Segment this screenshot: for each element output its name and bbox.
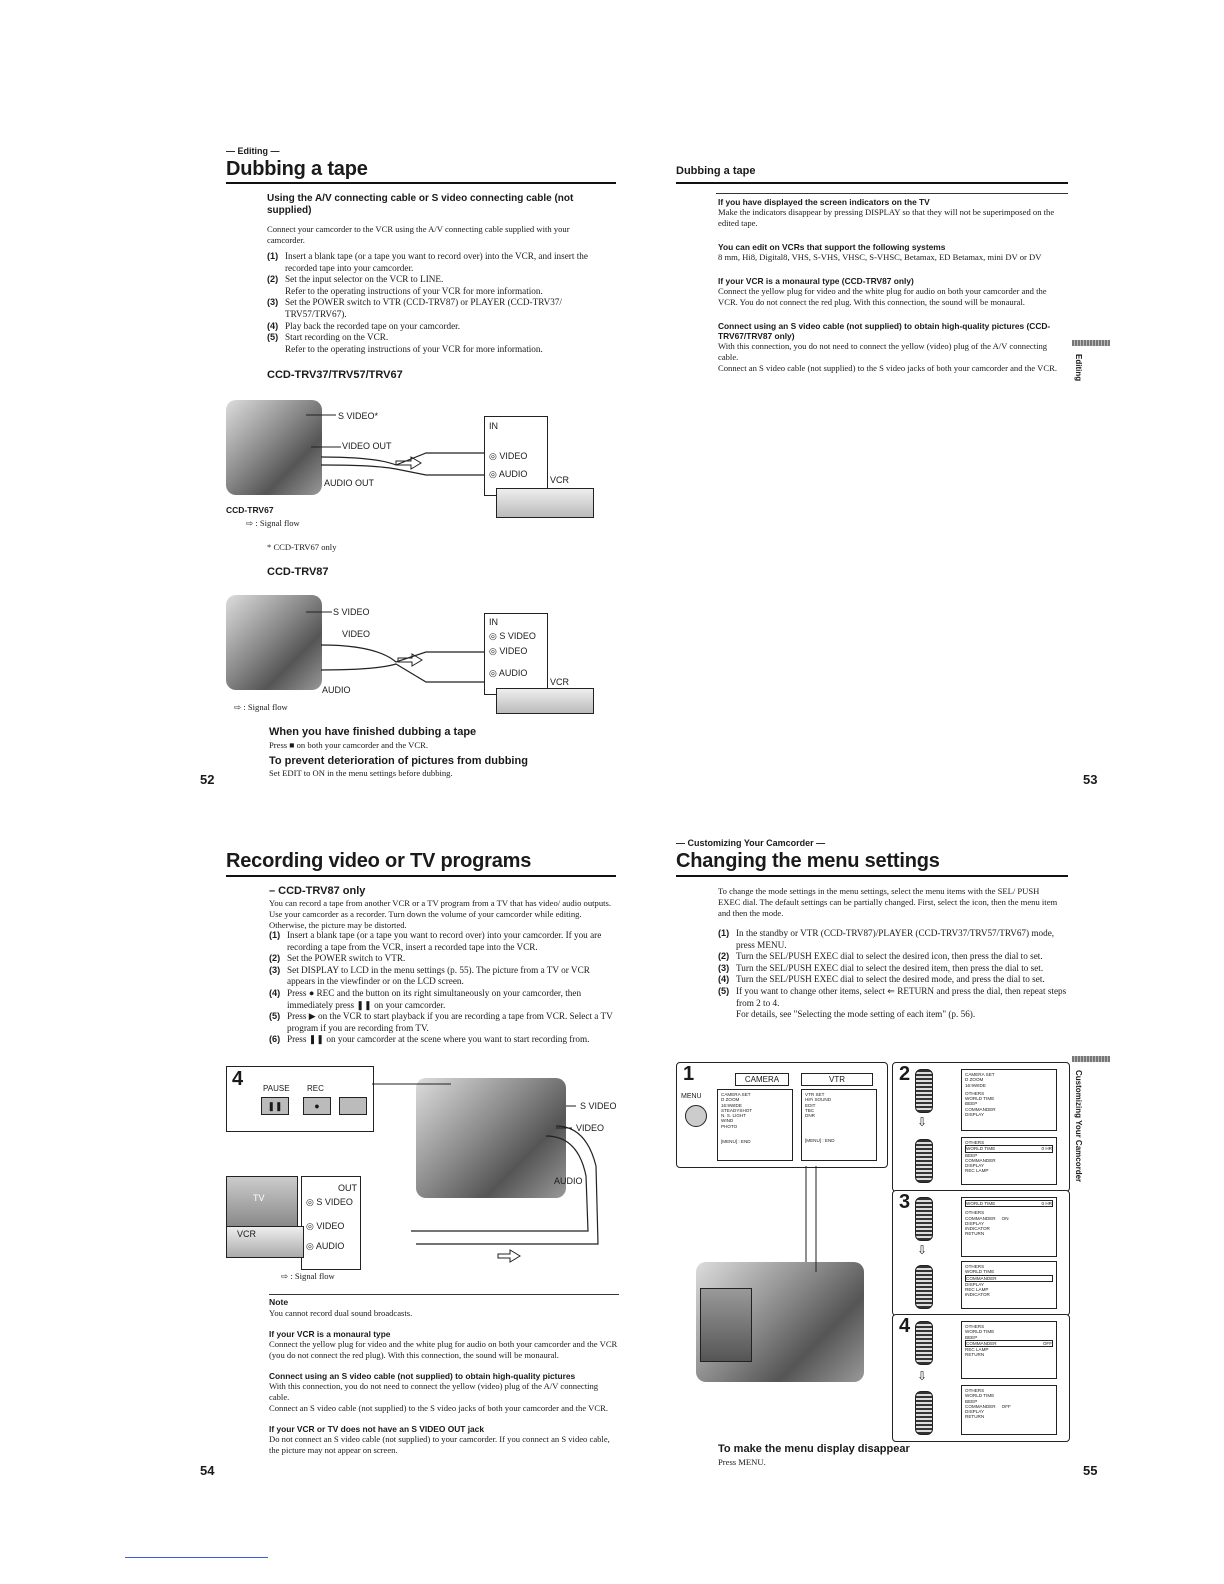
diagram-heading: CCD-TRV87 [267,566,329,578]
label-tv: TV [253,1193,265,1203]
step-item: (2) Set the input selector on the VCR to LINE. Refer to the operating instructions of your VCR for more information. [267,274,543,296]
step-item: (5) Start recording on the VCR. Refer to the operating instructions of your VCR for more information. [267,332,543,354]
note-heading: Note [269,1297,289,1307]
menu-line: COMMANDER ON [965,1215,1009,1221]
menu-line-selected: WORLD TIME 0 HR [966,1146,1052,1152]
note-text: You cannot record dual sound broadcasts. [269,1308,413,1318]
sel-dial-icon [915,1265,933,1309]
step-item: (3) Turn the SEL/PUSH EXEC dial to select the desired item, then press the dial to set. [718,962,1044,973]
menu-line: D ZOOM [965,1077,984,1083]
menu-line: COMMANDER [965,1106,996,1112]
steps-list [267,251,617,355]
step-item: (2) Turn the SEL/PUSH EXEC dial to select the desired icon, then press the dial to set. [718,951,1043,962]
menu-line: WORLD TIME [965,1269,995,1275]
step-number: 1 [683,1063,695,1085]
menu-line: BEEP [965,1334,978,1340]
tv-illustration [226,1176,298,1228]
menu-line: BEEP [965,1152,978,1158]
finished-text: Press ■ on both your camcorder and the VCR. [269,740,428,750]
pause-button-icon: ❚❚ [261,1097,289,1115]
step-item: (4) Play back the recorded tape on your camcorder. [267,320,460,331]
menu-line: RETURN [965,1352,985,1358]
label-video: ◎ VIDEO [489,451,528,461]
connection-diagram-1 [226,395,606,520]
block-heading: If your VCR or TV does not have an S VIDEO OUT jack [269,1424,485,1434]
label-s-video-out: ◎ S VIDEO [306,1197,353,1207]
step-item: (6) Press ❚❚ on your camcorder at the scene where you want to start recording from. [269,1034,590,1045]
block-heading: If your VCR is a monaural type [269,1329,391,1339]
block-heading: Connect using an S video cable (not supplied) to obtain high-quality pictures [269,1371,576,1381]
info-blocks [718,197,1068,374]
recording-diagram [226,1066,626,1291]
sub-heading: – CCD-TRV87 only [269,885,366,897]
step-item: (3) Set DISPLAY to LCD in the menu settings (p. 55). The picture from a TV or VCR appears in the viewfinder or on the LCD screen. [269,964,590,987]
label-pause: PAUSE [263,1084,290,1093]
title-rule [226,875,616,877]
step-item: (4) Turn the SEL/PUSH EXEC dial to select the desired mode, and press the dial to set. [718,974,1045,985]
menu-line: 16:9WIDE [965,1082,986,1088]
label-vcr: VCR [550,677,570,687]
label-audio: ◎ AUDIO [489,469,528,479]
steps-list [269,930,619,1046]
label-audio-out: ◎ AUDIO [306,1241,345,1251]
menu-line: DISPLAY [965,1112,985,1118]
note-rule [269,1294,619,1295]
menu-line: WORLD TIME [965,1329,995,1335]
step-number: 3 [899,1191,911,1213]
menu-line: EDIT [805,1102,816,1108]
vcr-panel [484,613,548,695]
block-heading: Connect using an S video cable (not supplied) to obtain high-quality pictures (CCD-TRV67/TRV87 only) [718,321,1051,341]
label-s-video: S VIDEO [333,607,370,617]
title-rule [676,182,1068,184]
sub-heading: Using the A/V connecting cable or S video connecting cable (not supplied) [267,193,574,216]
step-item: (2) Set the POWER switch to VTR. [269,953,406,964]
finished-heading: When you have finished dubbing a tape [269,726,477,738]
menu-screen [961,1069,1057,1131]
menu-line: PHOTO [721,1123,738,1129]
arrow-down-icon: ⇩ [917,1243,928,1257]
block-text: Connect the yellow plug for video and the white plug for audio on both your camcorder and the VCR. You do not connect the red plug. With this connection, the sound will be monaural. [718,286,1047,307]
menu-line: RETURN [965,1414,985,1420]
page-title: Recording video or TV programs [226,850,532,872]
step-number: 4 [899,1315,911,1337]
label-video: VIDEO [342,629,371,639]
page-number: 53 [1083,772,1098,787]
menu-line: WORLD TIME [965,1096,995,1102]
page-number: 55 [1083,1463,1098,1478]
block-text: With this connection, you do not need to connect the yellow (video) plug of the A/V connecting cable. [269,1381,599,1402]
block-heading: If you have displayed the screen indicators on the TV [718,197,930,207]
vcr-illustration [496,688,594,714]
menu-line: COMMANDER [965,1157,996,1163]
menu-line: HiFi SOUND [805,1097,832,1103]
menu-line: [MENU] : END [805,1138,835,1144]
sel-dial-icon [915,1321,933,1365]
diagram-heading: CCD-TRV37/TRV57/TRV67 [267,369,403,381]
menu-line-selected: COMMANDER [965,1275,1053,1282]
step-2-panel [892,1062,1070,1192]
menu-line: TBC [805,1107,815,1113]
connection-diagram-2 [226,590,606,715]
step-number: 4 [232,1068,244,1090]
signal-flow-legend: ⇨ : Signal flow [246,518,300,528]
menu-line-selected: WORLD TIME 0 HR [966,1201,1052,1206]
menu-line: INDICATOR [965,1226,990,1232]
menu-line: CAMERA SET [721,1092,751,1097]
menu-line: CAMERA SET [965,1072,995,1077]
block-text: With this connection, you do not need to connect the yellow (video) plug of the A/V connecting cable. [718,341,1048,362]
title-rule [226,182,616,184]
source-panel [301,1176,361,1270]
vcr-illustration [496,488,594,518]
signal-arrow-icon: ⇨ [246,518,254,528]
menu-line: OTHERS [965,1210,985,1216]
label-vcr: VCR [550,475,570,485]
menu-screen [961,1321,1057,1379]
sel-dial-icon [915,1391,933,1435]
intro-text: Connect your camcorder to the VCR using the A/V connecting cable supplied with your camcorder. [267,224,570,245]
step-item: (1) Insert a blank tape (or a tape you want to record over) into your camcorder. If you are recording a tape from the VCR, insert a recorded tape into the VCR. [269,930,602,952]
block-heading: If your VCR is a monaural type (CCD-TRV87 only) [718,276,914,286]
block-text: Connect the yellow plug for video and the white plug for audio on both your camcorder and the VCR (you do not connect the red plug). With this connection, the sound will be monaural. [269,1339,618,1360]
section-label: — Customizing Your Camcorder — [676,838,826,848]
label-vcr: VCR [237,1229,257,1239]
menu-line: BEEP [965,1101,978,1107]
menu-line: OTHERS [965,1324,985,1329]
vcr-illustration [226,1226,304,1258]
step-item: (5) Press ▶ on the VCR to start playback if you are recording a tape from VCR. Select a TV program if you are recording from TV. [269,1011,613,1033]
menu-screen [961,1197,1057,1257]
arrow-down-icon: ⇩ [917,1115,928,1129]
step-item: (3) Set the POWER switch to VTR (CCD-TRV87) or PLAYER (CCD-TRV37/ TRV57/TRV67). [267,297,562,319]
label-out: OUT [338,1183,357,1193]
menu-line: WIND [721,1118,734,1124]
menu-line: INDICATOR [965,1292,990,1298]
menu-line: WORLD TIME [965,1393,995,1399]
title-rule [676,875,1068,877]
menu-line: DISPLAY [965,1220,985,1226]
side-tab: Customizing Your Camcorder [1074,1070,1083,1183]
step-number: 2 [899,1063,911,1085]
menu-line: DISPLAY [965,1281,985,1287]
block-text: Connect an S video cable (not supplied) to the S video jacks of both your camcorder and the VCR. [718,363,1057,373]
intro-text: To change the mode settings in the menu settings, select the menu items with the SEL/ PUSH EXEC dial. The default settings can be partially changed. First, select the icon, then the menu item and then the mode. [718,886,1058,918]
label-in: IN [489,421,498,431]
label-menu: MENU [681,1093,702,1100]
menu-line: STEADYSHOT [721,1107,753,1113]
menu-line: RETURN [965,1231,985,1237]
menu-line: REC LAMP [965,1287,989,1293]
menu-line: [MENU] : END [721,1139,751,1145]
label-rec: REC [307,1084,324,1093]
vcr-panel [484,416,548,496]
page-number: 54 [200,1463,215,1478]
signal-arrow-icon: ⇨ [281,1271,289,1281]
menu-line: DISPLAY [965,1163,985,1169]
menu-line: OTHERS [965,1090,985,1096]
step-item: (1) In the standby or VTR (CCD-TRV87)/PLAYER (CCD-TRV37/TRV57/TRV67) mode, press MENU. [718,928,1055,950]
sel-dial-icon [915,1197,933,1241]
page-title: Dubbing a tape [676,165,756,177]
disappear-heading: To make the menu display disappear [718,1443,910,1455]
disappear-text: Press MENU. [718,1457,766,1467]
label-audio: AUDIO [322,685,351,695]
menu-line: OTHERS [965,1388,985,1393]
menu-screen [961,1385,1057,1435]
block-rule [716,193,1068,194]
menu-line: REC LAMP [965,1347,989,1353]
prevent-heading: To prevent deterioration of pictures from dubbing [269,755,528,767]
label-video: VIDEO [576,1123,605,1133]
label-audio-in: ◎ AUDIO [489,668,528,678]
menu-line: DNR [805,1113,815,1119]
model-label: CCD-TRV67 [226,505,274,515]
menu-screen [961,1137,1057,1185]
side-tab-marker [1072,1056,1110,1062]
step-item: (4) Press ● REC and the button on its right simultaneously on your camcorder, then immediately press ❚❚ on your camcorder. [269,987,582,1010]
label-in: IN [489,617,498,627]
side-tab-marker [1072,340,1110,346]
block-text: Do not connect an S video cable (not supplied) to your camcorder. If you connect an S video cable, the picture may not appear on screen. [269,1434,610,1455]
rec-button-icon: ● [303,1097,331,1115]
menu-line: DISPLAY [965,1409,985,1415]
block-text: Make the indicators disappear by pressing DISPLAY so that they will not be superimposed on the edited tape. [718,207,1055,228]
menu-line: 16:9WIDE [721,1102,742,1108]
tab-camera: CAMERA [735,1073,789,1086]
bottom-link-rule [125,1557,268,1558]
signal-arrow-icon: ⇨ [234,702,242,712]
steps-list [718,928,1068,1021]
section-label: — Editing — [226,146,280,156]
menu-line: D ZOOM [721,1097,740,1103]
step-4-panel [892,1314,1070,1442]
footnote: * CCD-TRV67 only [267,542,337,552]
label-s-video: S VIDEO [580,1101,617,1111]
step-3-panel [892,1190,1070,1316]
menu-line: BEEP [965,1398,978,1404]
page-title: Changing the menu settings [676,850,940,872]
label-s-video: S VIDEO* [338,411,379,421]
menu-line: OTHERS [965,1140,985,1145]
block-heading: You can edit on VCRs that support the following systems [718,242,946,252]
sel-dial-icon [915,1069,933,1113]
step-item: (5) If you want to change other items, select ⇐ RETURN and press the dial, then repeat steps from 2 to 4. For details, see "Selecting the mode setting of each item" (p. 56). [718,985,1067,1020]
sel-dial-icon [915,1139,933,1183]
menu-line: REC LAMP [965,1168,989,1174]
menu-line-selected: COMMANDER OFF [966,1340,1052,1346]
menu-diagram [676,1062,1068,1446]
arrow-down-icon: ⇩ [917,1369,928,1383]
notes-section [269,1296,619,1456]
label-video-out: ◎ VIDEO [306,1221,345,1231]
intro-text: You can record a tape from another VCR or a TV program from a TV that has video/ audio outputs. Use your camcorder as a recorder. Turn down the volume of your camcorder while editing. Otherwise, the picture may be distorted. [269,898,612,930]
step-item: (1) Insert a blank tape (or a tape you want to record over) into the VCR, and insert the recorded tape into your camcorder. [267,251,588,273]
side-tab: Editing [1074,354,1083,382]
label-video-in: ◎ VIDEO [489,646,528,656]
menu-screen [961,1261,1057,1309]
menu-line: COMMANDER OFF [965,1403,1011,1409]
block-text: Connect an S video cable (not supplied) to the S video jacks of both your camcorder and the VCR. [269,1403,608,1413]
page-number: 52 [200,772,215,787]
menu-line: OTHERS [965,1264,985,1269]
label-audio-out: AUDIO OUT [324,478,375,488]
label-s-video-in: ◎ S VIDEO [489,631,536,641]
signal-flow-legend: ⇨ : Signal flow [281,1271,335,1281]
signal-flow-legend: ⇨ : Signal flow [234,702,288,712]
tab-vtr: VTR [801,1073,873,1086]
label-audio: AUDIO [554,1176,583,1186]
page-title: Dubbing a tape [226,158,368,180]
label-video-out: VIDEO OUT [342,441,392,451]
block-text: 8 mm, Hi8, Digital8, VHS, S-VHS, VHSC, S-VHSC, Betamax, ED Betamax, mini DV or DV [718,252,1042,262]
menu-line: VTR SET [805,1092,825,1097]
menu-line: N. S. LIGHT [721,1113,747,1119]
prevent-text: Set EDIT to ON in the menu settings before dubbing. [269,768,453,778]
